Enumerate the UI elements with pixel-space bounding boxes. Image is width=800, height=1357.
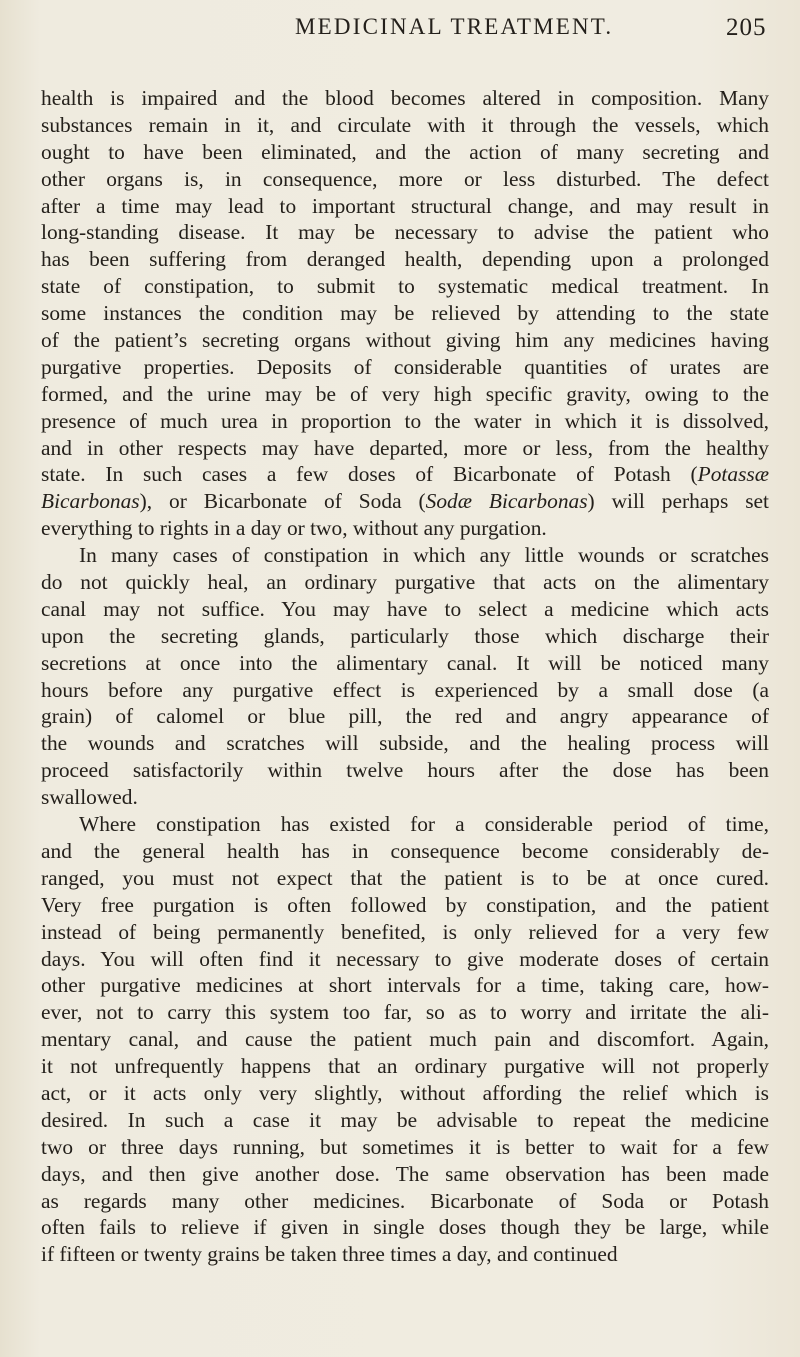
text-line xyxy=(41,650,769,677)
text-line xyxy=(41,1188,769,1215)
text-line xyxy=(41,435,769,462)
text-run: presence of much urea in proportion to the water in which it is dissolved, xyxy=(41,408,769,433)
text-run: often fails to relieve if given in single doses though they be large, while xyxy=(41,1215,769,1240)
text-line xyxy=(41,488,769,515)
italic-text: Sodæ Bicarbonas xyxy=(425,489,588,514)
text-run: as regards many other medicines. Bicarbonate of Soda or Potash xyxy=(41,1188,769,1213)
text-line xyxy=(41,946,769,973)
text-run: ) will perhaps set xyxy=(587,489,769,514)
text-line xyxy=(41,784,769,811)
text-run: grain) of calomel or blue pill, the red and angry appearance of xyxy=(41,704,769,729)
text-run: purgative properties. Deposits of considerable quantities of urates are xyxy=(41,354,769,379)
text-run: state of constipation, to submit to systematic medical treatment. In xyxy=(41,274,769,299)
text-line xyxy=(41,1214,769,1241)
text-line xyxy=(41,677,769,704)
italic-text: Potassæ xyxy=(697,462,769,487)
text-line xyxy=(41,596,769,623)
text-line xyxy=(41,1134,769,1161)
text-run: after a time may lead to important structural change, and may result in xyxy=(41,193,769,218)
text-line xyxy=(41,999,769,1026)
text-line xyxy=(41,246,769,273)
text-run: if fifteen or twenty grains be taken three times a day, and continued xyxy=(41,1242,618,1267)
text-line xyxy=(41,1161,769,1188)
text-line xyxy=(41,327,769,354)
text-run: other organs is, in consequence, more or less disturbed. The defect xyxy=(41,166,769,191)
text-line xyxy=(41,300,769,327)
text-run: upon the secreting glands, particularly those which discharge their xyxy=(41,623,769,648)
text-line xyxy=(41,193,769,220)
text-line xyxy=(41,892,769,919)
text-line xyxy=(41,461,769,488)
text-line xyxy=(41,757,769,784)
text-line xyxy=(41,1107,769,1134)
text-line xyxy=(41,166,769,193)
text-line xyxy=(41,838,769,865)
text-line xyxy=(41,811,769,838)
text-run: ought to have been eliminated, and the action of many secreting and xyxy=(41,139,769,164)
text-line xyxy=(41,1080,769,1107)
text-line xyxy=(41,569,769,596)
text-line xyxy=(41,703,769,730)
text-run: act, or it acts only very slightly, without affording the relief which is xyxy=(41,1080,769,1105)
text-line xyxy=(41,1241,769,1268)
paragraph xyxy=(41,542,769,811)
text-run: swallowed. xyxy=(41,785,138,810)
running-head-title: MEDICINAL TREATMENT. xyxy=(295,14,614,39)
text-run: long-standing disease. It may be necessary to advise the patient who xyxy=(41,220,769,245)
text-line xyxy=(41,972,769,999)
text-line xyxy=(41,542,769,569)
text-run: of the patient’s secreting organs without giving him any medicines having xyxy=(41,328,769,353)
running-head xyxy=(0,14,800,54)
text-run: other purgative medicines at short intervals for a time, taking care, how- xyxy=(41,973,769,998)
text-run: has been suffering from deranged health, depending upon a prolonged xyxy=(41,247,769,272)
text-run: In many cases of constipation in which any little wounds or scratches xyxy=(79,543,769,568)
text-run: health is impaired and the blood becomes altered in composition. Many xyxy=(41,86,769,110)
text-line xyxy=(41,219,769,246)
body-text xyxy=(41,85,769,1268)
text-run: days, and then give another dose. The same observation has been made xyxy=(41,1161,769,1186)
text-run: some instances the condition may be relieved by attending to the state xyxy=(41,301,769,326)
text-run: formed, and the urine may be of very high specific gravity, owing to the xyxy=(41,381,769,406)
text-line xyxy=(41,865,769,892)
text-run: state. In such cases a few doses of Bicarbonate of Potash ( xyxy=(41,462,698,487)
text-line xyxy=(41,1053,769,1080)
text-line xyxy=(41,85,769,112)
text-run: ), or Bicarbonate of Soda ( xyxy=(139,489,426,514)
text-run: proceed satisfactorily within twelve hours after the dose has been xyxy=(41,758,769,783)
text-run: hours before any purgative effect is experienced by a small dose (a xyxy=(41,677,769,702)
italic-text: Bicarbonas xyxy=(41,489,140,514)
text-run: canal may not suffice. You may have to select a medicine which acts xyxy=(41,596,769,621)
text-line xyxy=(41,381,769,408)
paragraph xyxy=(41,811,769,1268)
text-run: it not unfrequently happens that an ordinary purgative will not properly xyxy=(41,1054,769,1079)
text-run: and the general health has in consequence become considerably de- xyxy=(41,838,769,863)
text-line xyxy=(41,354,769,381)
text-line xyxy=(41,1026,769,1053)
text-line xyxy=(41,730,769,757)
text-line xyxy=(41,273,769,300)
text-run: days. You will often find it necessary to give moderate doses of certain xyxy=(41,946,769,971)
text-line xyxy=(41,408,769,435)
text-run: instead of being permanently benefited, is only relieved for a very few xyxy=(41,919,769,944)
text-run: everything to rights in a day or two, without any purgation. xyxy=(41,516,547,541)
text-line xyxy=(41,112,769,139)
text-run: ranged, you must not expect that the patient is to be at once cured. xyxy=(41,865,769,890)
text-run: the wounds and scratches will subside, and the healing process will xyxy=(41,731,769,756)
text-run: substances remain in it, and circulate with it through the vessels, which xyxy=(41,112,769,137)
text-run: and in other respects may have departed, more or less, from the healthy xyxy=(41,435,769,460)
text-run: mentary canal, and cause the patient much pain and discomfort. Again, xyxy=(41,1027,769,1052)
text-run: two or three days running, but sometimes it is better to wait for a few xyxy=(41,1134,769,1159)
text-run: Very free purgation is often followed by constipation, and the patient xyxy=(41,892,769,917)
text-line xyxy=(41,515,769,542)
text-run: secretions at once into the alimentary canal. It will be noticed many xyxy=(41,650,769,675)
page-number: 205 xyxy=(726,14,767,41)
text-line xyxy=(41,623,769,650)
paragraph xyxy=(41,85,769,542)
text-run: ever, not to carry this system too far, so as to worry and irritate the ali- xyxy=(41,1000,769,1025)
text-line xyxy=(41,919,769,946)
text-run: desired. In such a case it may be advisable to repeat the medicine xyxy=(41,1107,769,1132)
text-line xyxy=(41,139,769,166)
text-run: do not quickly heal, an ordinary purgative that acts on the alimentary xyxy=(41,570,769,595)
text-run: Where constipation has existed for a considerable period of time, xyxy=(79,812,769,837)
